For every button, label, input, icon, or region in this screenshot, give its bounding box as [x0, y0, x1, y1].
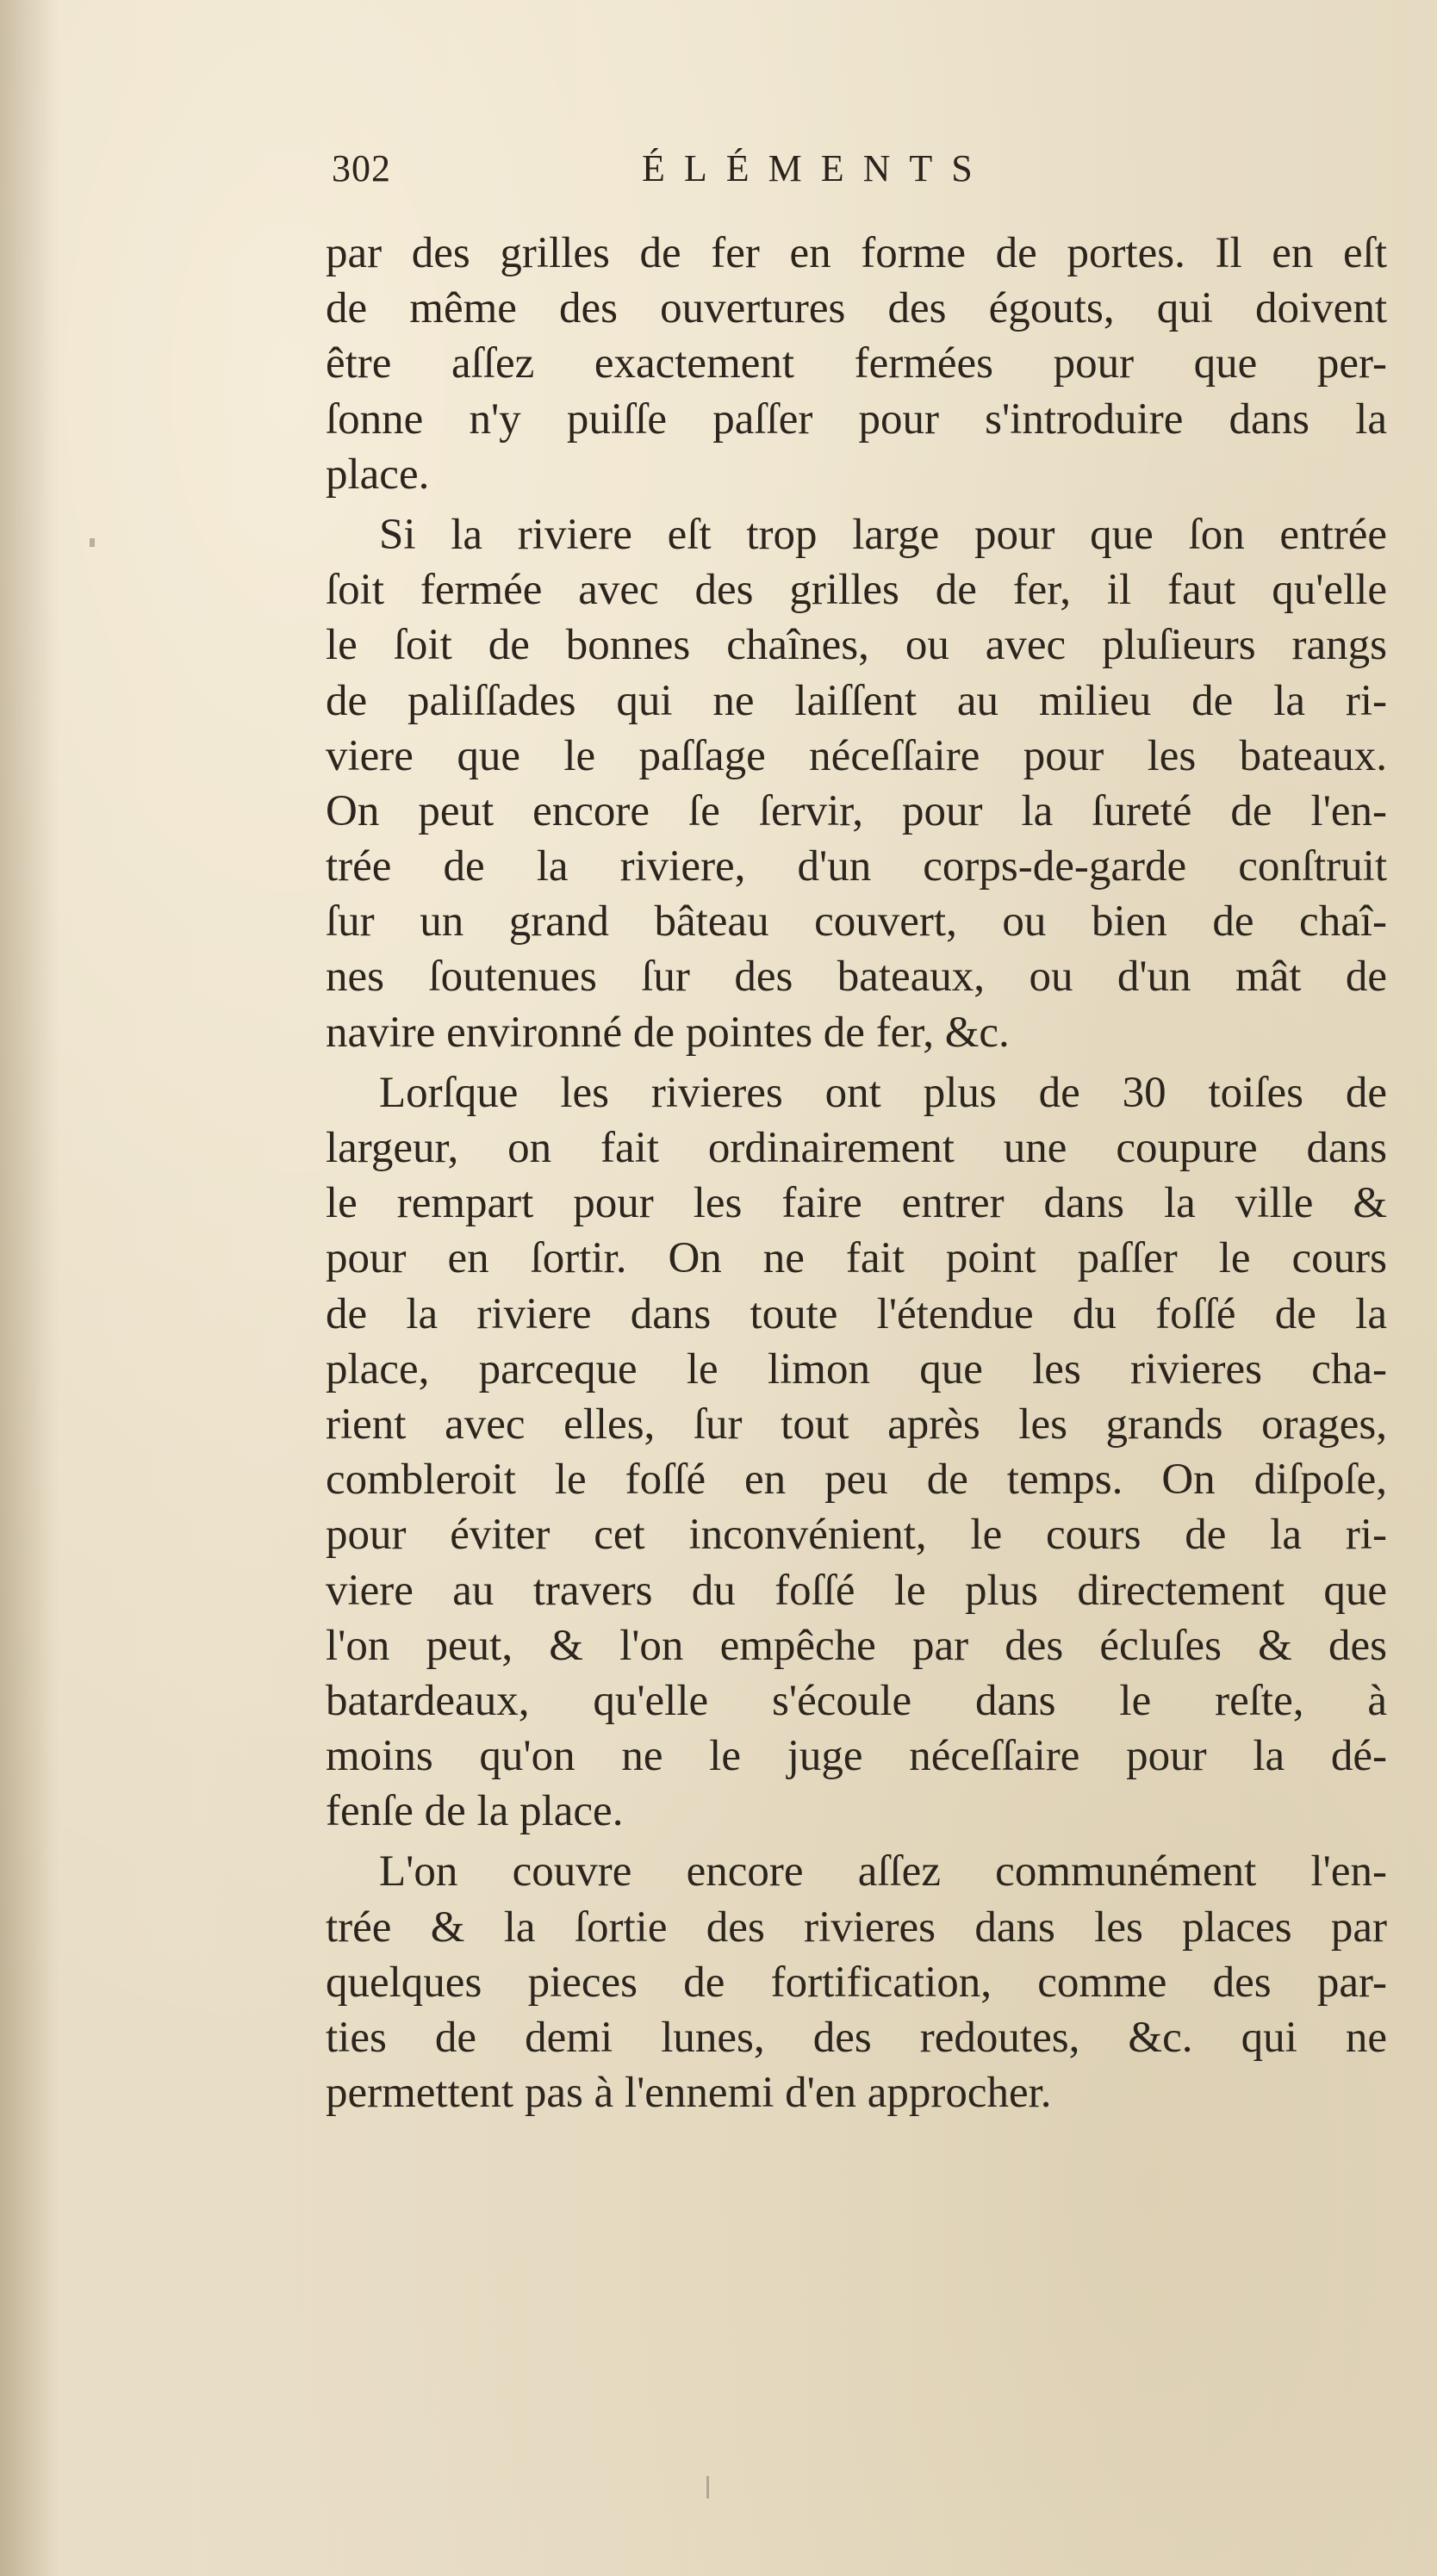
text-line: être aſſez exactement fermées pour que per-: [326, 339, 1387, 388]
text-line: trée & la ſortie des rivieres dans les places par: [326, 1903, 1387, 1952]
running-title: ÉLÉMENTS: [642, 147, 992, 189]
text-line: ties de demi lunes, des redoutes, &c. qui ne: [326, 2014, 1387, 2062]
text-line: nes ſoutenues ſur des bateaux, ou d'un mât de: [326, 953, 1387, 1002]
text-line: l'on peut, & l'on empêche par des écluſes & des: [326, 1621, 1387, 1670]
text-line: combleroit le foſſé en peu de temps. On diſpoſe,: [326, 1456, 1387, 1505]
text-line: le rempart pour les faire entrer dans la ville &: [326, 1179, 1387, 1228]
text-line: place.: [326, 450, 430, 499]
text-line: L'on couvre encore aſſez communément l'en-: [379, 1847, 1387, 1896]
text-line: ſoit fermée avec des grilles de fer, il faut qu'elle: [326, 566, 1387, 615]
text-line: de paliſſades qui ne laiſſent au milieu de la ri-: [326, 676, 1387, 725]
text-line: de la riviere dans toute l'étendue du foſſé de la: [326, 1289, 1387, 1338]
text-line: navire environné de pointes de fer, &c.: [326, 1008, 1010, 1057]
text-line: permettent pas à l'ennemi d'en approcher.: [326, 2069, 1052, 2118]
text-line: largeur, on fait ordinairement une coupure dans: [326, 1124, 1387, 1172]
text-line: ſonne n'y puiſſe paſſer pour s'introduire dans la: [326, 394, 1387, 444]
text-line: place, parceque le limon que les rivieres cha-: [326, 1344, 1387, 1394]
margin-mark: [706, 2476, 709, 2498]
text-line: Lorſque les rivieres ont plus de 30 toiſes de: [379, 1068, 1387, 1117]
text-line: ſur un grand bâteau couvert, ou bien de chaî-: [326, 897, 1387, 947]
text-line: pour en ſortir. On ne fait point paſſer le cours: [326, 1234, 1387, 1283]
gutter-shadow: [0, 0, 60, 2576]
text-line: fenſe de la place.: [326, 1787, 624, 1836]
text-line: viere au travers du foſſé le plus directement que: [326, 1566, 1387, 1615]
text-line: le ſoit de bonnes chaînes, ou avec pluſieurs rangs: [326, 621, 1387, 670]
text-line: pour éviter cet inconvénient, le cours de la ri-: [326, 1511, 1387, 1560]
text-line: quelques pieces de fortification, comme des par-: [326, 1958, 1387, 2007]
margin-mark: [90, 538, 95, 547]
text-line: par des grilles de fer en forme de portes. Il en eſt: [326, 229, 1387, 277]
page-header: [332, 146, 1107, 215]
page-number: 302: [332, 147, 391, 189]
text-line: viere que le paſſage néceſſaire pour les bateaux.: [326, 731, 1387, 780]
text-line: moins qu'on ne le juge néceſſaire pour la dé-: [326, 1732, 1387, 1781]
text-line: On peut encore ſe ſervir, pour la ſureté de l'en-: [326, 786, 1387, 835]
text-line: rient avec elles, ſur tout après les grands orages,: [326, 1400, 1387, 1449]
text-line: trée de la riviere, d'un corps-de-garde conſtruit: [326, 842, 1387, 891]
text-line: de même des ouvertures des égouts, qui doivent: [326, 284, 1387, 333]
text-line: batardeaux, qu'elle s'écoule dans le reſte, à: [326, 1676, 1387, 1725]
body-text: [326, 226, 1387, 2120]
text-line: Si la riviere eſt trop large pour que ſon entrée: [379, 510, 1387, 559]
